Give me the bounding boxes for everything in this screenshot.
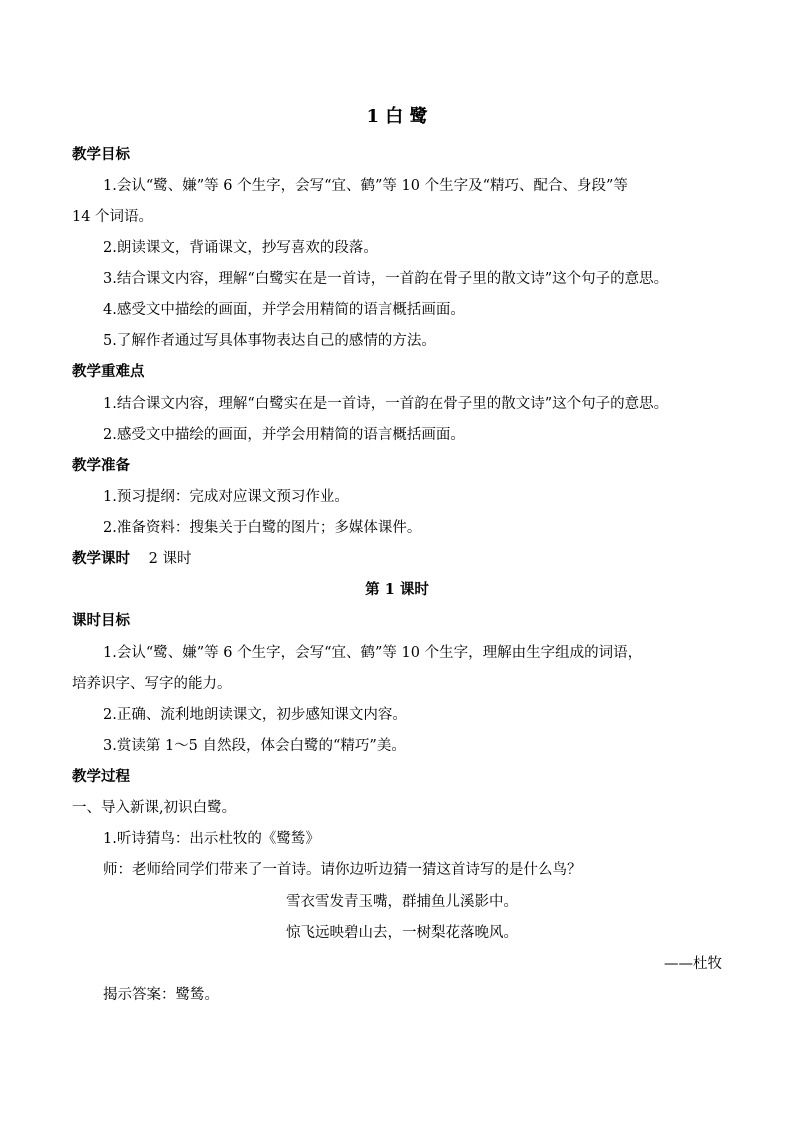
poem-line-1: 雪衣雪发青玉嘴，群捕鱼儿溪影中。 [286,894,518,910]
preparation-heading: 教学准备 [72,457,130,474]
key-points-heading: 教学重难点 [72,363,145,380]
lesson1-goals-heading: 课时目标 [72,612,130,629]
lesson1-item-3: 3.赏读第 1～5 自然段，体会白鹭的“精巧”美。 [103,738,406,754]
teacher-prompt: 师：老师给同学们带来了一首诗。请你边听边猜一猜这首诗写的是什么鸟？ [103,862,582,878]
lesson1-heading: 第 1 课时 [365,581,429,598]
poem-author: ——杜牧 [664,956,722,972]
goal-item-2: 2.朗读课文，背诵课文，抄写喜欢的段落。 [103,240,378,256]
process-step-1: 1.听诗猜鸟：出示杜牧的《鹭鸶》 [103,831,320,847]
answer-reveal: 揭示答案：鹭鸶。 [103,987,219,1003]
goal-item-1-line-1: 1.会认“鹭、嫌”等 6 个生字，会写“宜、鹤”等 10 个生字及“精巧、配合、身段”等 [103,178,628,194]
goal-item-1-line-2: 14 个词语。 [72,209,154,225]
goals-heading: 教学目标 [72,146,130,163]
goal-item-3: 3.结合课文内容，理解“白鹭实在是一首诗，一首韵在骨子里的散文诗”这个句子的意思。 [103,271,669,287]
process-heading: 教学过程 [72,768,130,785]
poem-line-2: 惊飞远映碧山去，一树梨花落晚风。 [286,925,518,941]
preparation-item-1: 1.预习提纲：完成对应课文预习作业。 [103,489,349,505]
key-point-item-2: 2.感受文中描绘的画面，并学会用精简的语言概括画面。 [103,427,465,443]
goal-item-5: 5.了解作者通过写具体事物表达自己的感情的方法。 [103,333,436,349]
lesson1-item-1-line-2: 培养识字、写字的能力。 [72,676,232,692]
lesson1-item-2: 2.正确、流利地朗读课文，初步感知课文内容。 [103,707,407,723]
hours-value: 2 课时 [148,551,192,567]
lesson1-item-1-line-1: 1.会认“鹭、嫌”等 6 个生字，会写“宜、鹤”等 10 个生字，理解由生字组成的词语， [103,645,643,661]
hours-row [72,549,191,569]
key-point-item-1: 1.结合课文内容，理解“白鹭实在是一首诗，一首韵在骨子里的散文诗”这个句子的意思。 [103,396,669,412]
preparation-item-2: 2.准备资料：搜集关于白鹭的图片；多媒体课件。 [103,520,422,536]
hours-heading: 教学课时 [72,550,130,567]
process-section-1: 一、导入新课,初识白鹭。 [72,800,237,816]
page-title: 1 白 鹭 [366,106,428,127]
goal-item-4: 4.感受文中描绘的画面，并学会用精简的语言概括画面。 [103,302,465,318]
